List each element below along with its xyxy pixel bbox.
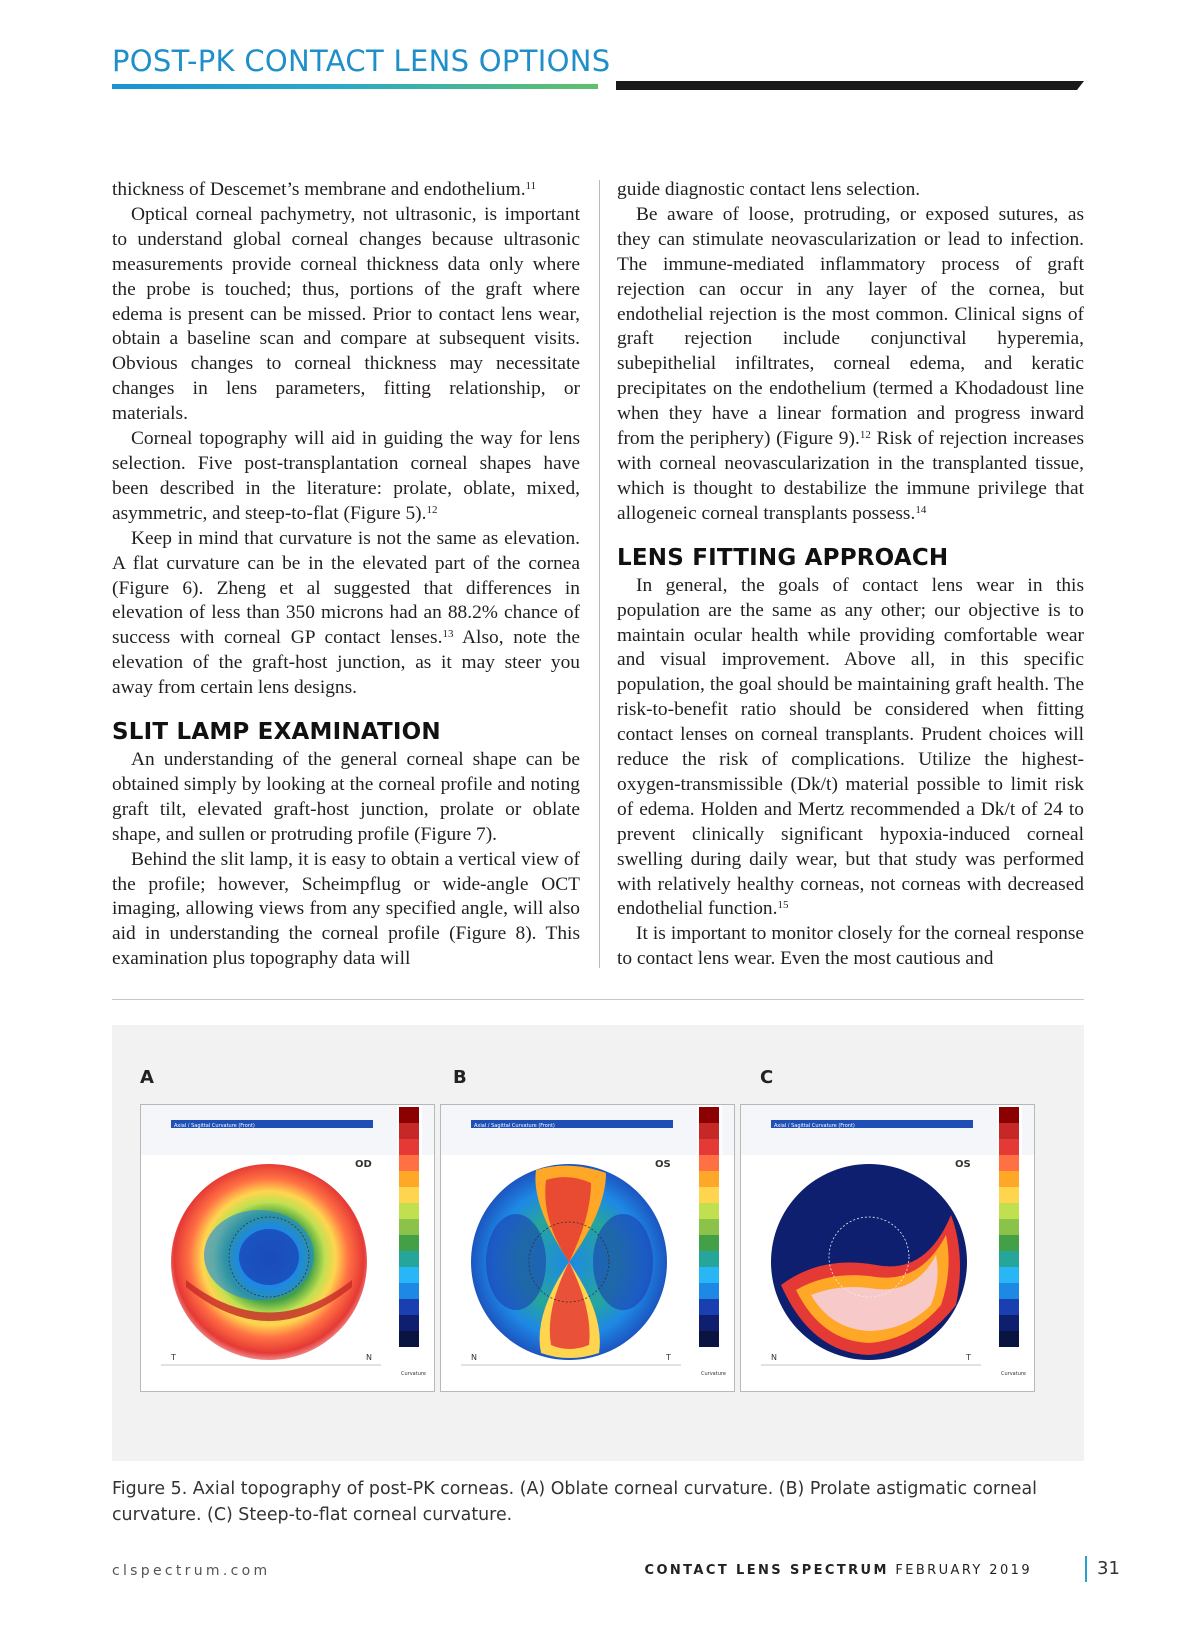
footer-divider bbox=[1085, 1556, 1087, 1582]
header-rule-gradient bbox=[112, 84, 598, 89]
topography-map-c bbox=[740, 1104, 1035, 1392]
panel-letter-c: C bbox=[760, 1067, 774, 1088]
paragraph: Keep in mind that curvature is not the same as elevation. A flat curvature can be in the elevated part of the cornea (Figure 6). Zheng et al suggested that differences in elevation of less than 350 microns had an 88.2% chance of success with corneal GP contact lenses.$^{13}$ Also, note the elevation of the graft-host junction, as it may steer you away from certain lens designs. bbox=[112, 527, 580, 699]
page-number: 31 bbox=[1097, 1558, 1120, 1579]
panel-letter-a: A bbox=[140, 1067, 154, 1088]
section-heading-slit-lamp: SLIT LAMP EXAMINATION bbox=[112, 719, 441, 746]
running-header: POST-PK CONTACT LENS OPTIONS bbox=[112, 44, 611, 78]
paragraph: Be aware of loose, protruding, or exposed sutures, as they can stimulate neovascularization or lead to infection. The immune-mediated inflammatory process of graft rejection can occur in any layer of the cornea, but endothelial rejection is the most common. Clinical signs of graft rejection include conjunctival hyperemia, subepithelial infiltrates, corneal edema, and keratic precipitates on the endothelium (termed a Khodadoust line when they have a linear formation and progress inward from the periphery) (Figure 9).$^{12}$ Risk of rejection increases with corneal neovascularization in the transplanted tissue, which is thought to destabilize the immune privilege that allogeneic corneal transplants possess.$^{14}$ bbox=[617, 203, 1085, 524]
svg-text:T: T bbox=[171, 1353, 176, 1362]
paragraph: An understanding of the general corneal shape can be obtained simply by looking at the corneal profile and noting graft tilt, elevated graft-host junction, prolate or oblate shape, and sullen or protruding profile (Figure 7). bbox=[112, 749, 580, 845]
eye-label: OS bbox=[955, 1159, 971, 1170]
svg-text:T: T bbox=[966, 1353, 971, 1362]
paragraph: In general, the goals of contact lens wear in this population are the same as any other; our objective is to maintain ocular health while providing comfortable wear and visual improvement. Above all, in this specific population, the goal should be maintaining graft health. The risk-to-benefit ratio should be considered when fitting contact lenses on corneal transplants. Prudent choices will reduce the risk of complications. Utilize the highest-oxygen-transmissible (Dk/t) material possible to limit risk of edema. Holden and Mertz recommended a Dk/t of 24 to prevent clinically significant hypoxia-induced corneal swelling during daily wear, but that study was performed with relatively healthy corneas, not corneas with decreased endothelial function.$^{15}$ bbox=[617, 574, 1084, 920]
figure-caption: Figure 5. Axial topography of post-PK corneas. (A) Oblate corneal curvature. (B) Prolate astigmatic corneal curvature. (C) Steep-to-flat corneal curvature. bbox=[112, 1479, 1037, 1525]
right-column bbox=[617, 178, 1084, 972]
color-scale-legend bbox=[399, 1107, 419, 1347]
paragraph: Corneal topography will aid in guiding the way for lens selection. Five post-transplantation corneal shapes have been described in the literature: prolate, oblate, mixed, asymmetric, and steep-to-flat (Figure 5).$^{12}$ bbox=[112, 428, 580, 524]
svg-text:Curvature: Curvature bbox=[701, 1371, 726, 1377]
header-rule-black bbox=[616, 81, 1084, 90]
color-scale-legend bbox=[999, 1107, 1019, 1347]
paragraph: It is important to monitor closely for the corneal response to contact lens wear. Even the most cautious and bbox=[617, 923, 1084, 970]
color-scale-legend bbox=[699, 1107, 719, 1347]
topography-map-a bbox=[140, 1104, 435, 1392]
paragraph: Optical corneal pachymetry, not ultrasonic, is important to understand global corneal changes because ultrasonic measurements provide corneal thickness data only where the probe is touched; thus, portions of the graft where edema is present can be missed. Prior to contact lens wear, obtain a baseline scan and compare at subsequent visits. Obvious changes to corneal thickness may necessitate changes in lens parameters, fitting relationship, or materials. bbox=[112, 203, 580, 425]
eye-label: OS bbox=[655, 1159, 671, 1170]
svg-text:Axial / Sagittal Curvature (Fr: Axial / Sagittal Curvature (Front) bbox=[174, 1123, 255, 1129]
svg-text:Curvature: Curvature bbox=[401, 1371, 426, 1377]
svg-text:Axial / Sagittal Curvature (Fr: Axial / Sagittal Curvature (Front) bbox=[474, 1123, 555, 1129]
topography-map-b bbox=[440, 1104, 735, 1392]
svg-text:Curvature: Curvature bbox=[1001, 1371, 1026, 1377]
paragraph: guide diagnostic contact lens selection. bbox=[617, 179, 921, 200]
svg-text:N: N bbox=[471, 1353, 477, 1362]
footer-journal: CONTACT LENS SPECTRUM FEBRUARY 2019 bbox=[644, 1563, 1032, 1578]
left-column bbox=[112, 178, 580, 972]
column-divider bbox=[599, 180, 600, 968]
svg-text:N: N bbox=[366, 1353, 372, 1362]
svg-text:N: N bbox=[771, 1353, 777, 1362]
eye-label: OD bbox=[355, 1159, 372, 1170]
section-rule bbox=[112, 999, 1084, 1000]
footer-website: clspectrum.com bbox=[112, 1563, 271, 1579]
paragraph: thickness of Descemet’s membrane and endothelium.$^{11}$ bbox=[112, 179, 537, 200]
panel-letter-b: B bbox=[453, 1067, 467, 1088]
section-heading-lens-fitting: LENS FITTING APPROACH bbox=[617, 544, 949, 571]
svg-text:T: T bbox=[666, 1353, 671, 1362]
paragraph: Behind the slit lamp, it is easy to obtain a vertical view of the profile; however, Scheimpflug or wide-angle OCT imaging, allowing views from any specified angle, will also aid in understanding the corneal profile (Figure 8). This examination plus topography data will bbox=[112, 848, 580, 970]
svg-text:Axial / Sagittal Curvature (Fr: Axial / Sagittal Curvature (Front) bbox=[774, 1123, 855, 1129]
